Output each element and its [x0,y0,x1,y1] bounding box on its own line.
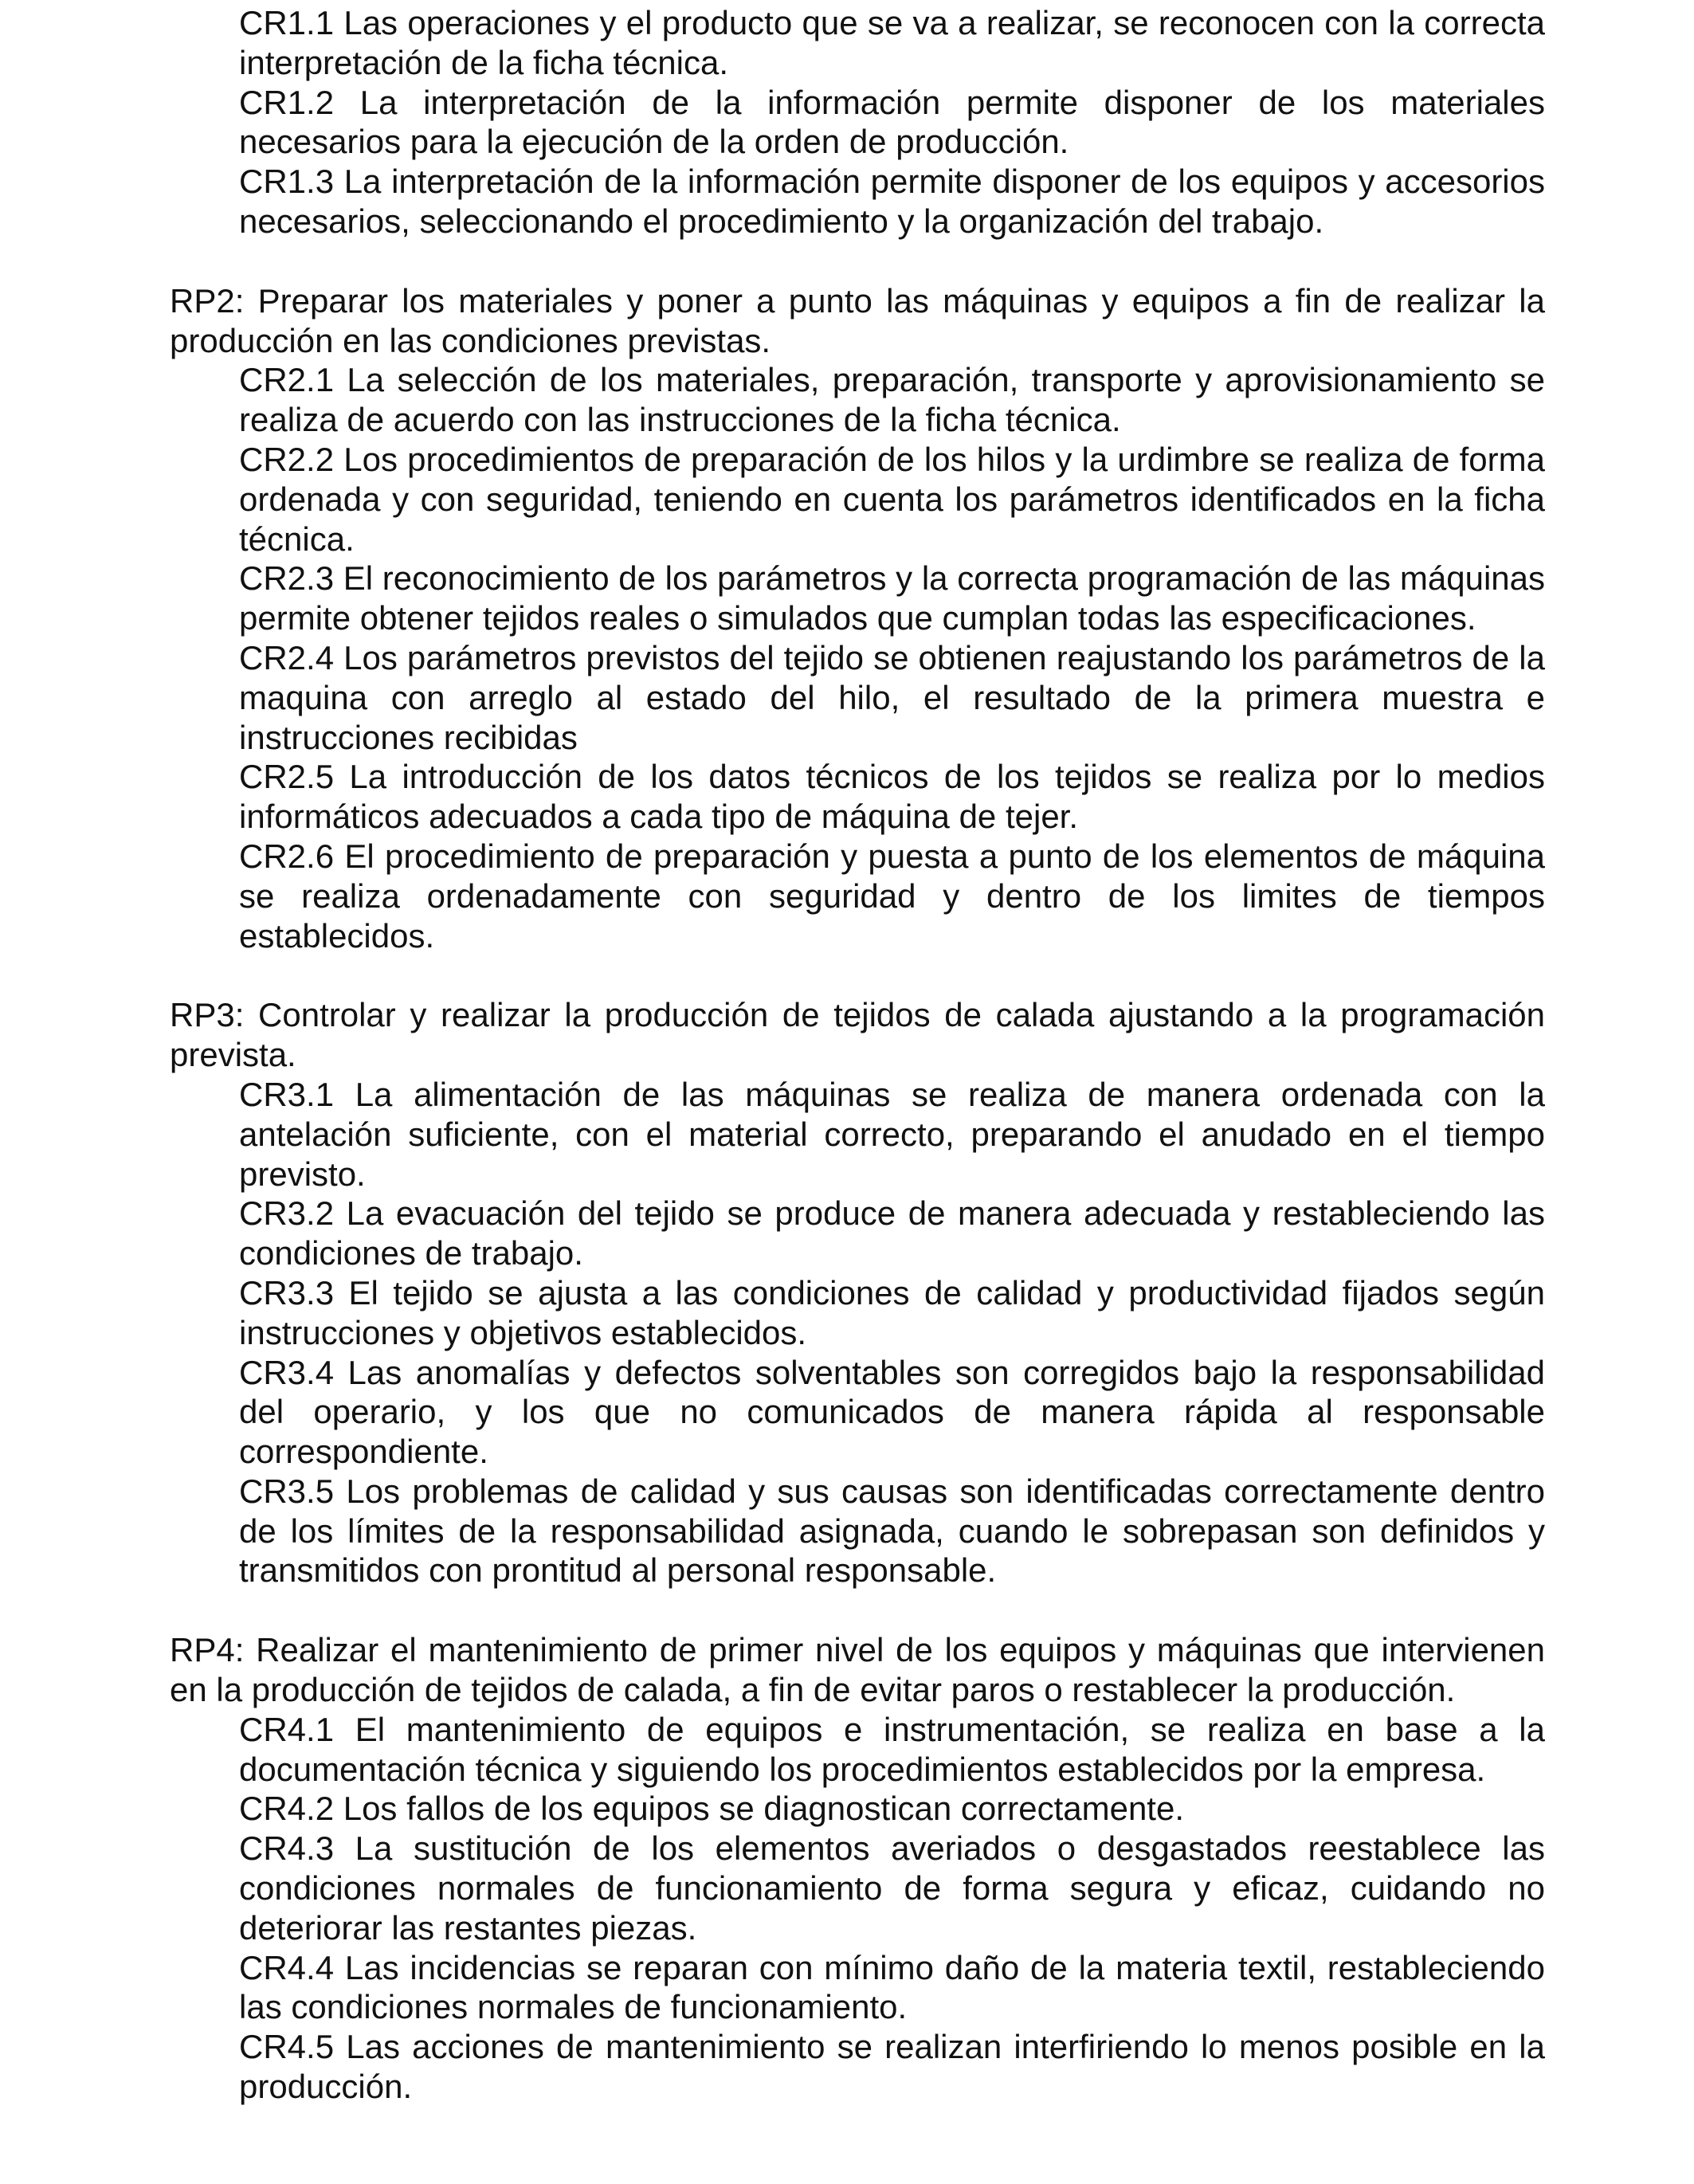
heading-rp3: RP3: Controlar y realizar la producción de tejidos de calada ajustando a la programación prevista. [170,996,1545,1074]
criterion-cr2-3: CR2.3 El reconocimiento de los parámetros y la correcta programación de las máquinas permite obtener tejidos reales o simulados que cumplan todas las especificaciones. [239,559,1545,637]
section-rp3 [170,995,1545,1590]
criterion-cr4-3: CR4.3 La sustitución de los elementos averiados o desgastados reestablece las condiciones normales de funcionamiento de forma segura y eficaz, cuidando no deteriorar las restantes piezas. [239,1829,1545,1947]
heading-rp2: RP2: Preparar los materiales y poner a punto las máquinas y equipos a fin de realizar la producción en las condiciones previstas. [170,281,1545,359]
criterion-cr2-2: CR2.2 Los procedimientos de preparación de los hilos y la urdimbre se realiza de forma ordenada y con seguridad, teniendo en cuenta los parámetros identificados en la ficha técnica. [239,440,1545,558]
criterion-cr2-6: CR2.6 El procedimiento de preparación y puesta a punto de los elementos de máquina se realiza ordenadamente con seguridad y dentro de los limites de tiempos establecidos. [239,837,1545,955]
criterion-cr2-4: CR2.4 Los parámetros previstos del tejido se obtienen reajustando los parámetros de la maquina con arreglo al estado del hilo, el resultado de la primera muestra e instrucciones recibidas [239,638,1545,756]
criterion-cr1-3: CR1.3 La interpretación de la información permite disponer de los equipos y accesorios necesarios, seleccionando el procedimiento y la organización del trabajo. [239,163,1545,240]
section-spacer [170,955,1545,995]
criterion-cr3-4: CR3.4 Las anomalías y defectos solventables son corregidos bajo la responsabilidad del operario, y los que no comunicados de manera rápida al responsable correspondiente. [239,1353,1545,1471]
section-rp2 [170,281,1545,956]
criterion-cr4-4: CR4.4 Las incidencias se reparan con mínimo daño de la materia textil, restableciendo las condiciones normales de funcionamiento. [239,1948,1545,2026]
criterion-cr3-5: CR3.5 Los problemas de calidad y sus causas son identificadas correctamente dentro de los límites de la responsabilidad asignada, cuando le sobrepasan son definidos y transmitidos con prontitud al personal responsable. [239,1472,1545,1590]
section-rp4 [170,1630,1545,2107]
document-body [170,3,1545,2107]
section-spacer [170,1590,1545,1630]
criterion-cr1-1: CR1.1 Las operaciones y el producto que se va a realizar, se reconocen con la correcta interpretación de la ficha técnica. [239,4,1545,81]
criterion-cr1-2: CR1.2 La interpretación de la información permite disponer de los materiales necesarios para la ejecución de la orden de producción. [239,83,1545,161]
criterion-cr3-1: CR3.1 La alimentación de las máquinas se realiza de manera ordenada con la antelación suficiente, con el material correcto, preparando el anudado en el tiempo previsto. [239,1075,1545,1193]
criterion-cr3-2: CR3.2 La evacuación del tejido se produce de manera adecuada y restableciendo las condiciones de trabajo. [239,1194,1545,1272]
criterion-cr4-5: CR4.5 Las acciones de mantenimiento se realizan interfiriendo lo menos posible en la producción. [239,2028,1545,2106]
criterion-cr3-3: CR3.3 El tejido se ajusta a las condiciones de calidad y productividad fijados según instrucciones y objetivos establecidos. [239,1273,1545,1351]
section-rp1 [170,3,1545,241]
criterion-cr2-5: CR2.5 La introducción de los datos técnicos de los tejidos se realiza por lo medios informáticos adecuados a cada tipo de máquina de tejer. [239,758,1545,836]
section-spacer [170,241,1545,281]
criterion-cr2-1: CR2.1 La selección de los materiales, preparación, transporte y aprovisionamiento se realiza de acuerdo con las instrucciones de la ficha técnica. [239,361,1545,439]
heading-rp4: RP4: Realizar el mantenimiento de primer nivel de los equipos y máquinas que intervienen en la producción de tejidos de calada, a fin de evitar paros o restablecer la producción. [170,1631,1545,1709]
criterion-cr4-2: CR4.2 Los fallos de los equipos se diagnostican correctamente. [239,1790,1185,1828]
criterion-cr4-1: CR4.1 El mantenimiento de equipos e instrumentación, se realiza en base a la documentación técnica y siguiendo los procedimientos establecidos por la empresa. [239,1710,1545,1788]
